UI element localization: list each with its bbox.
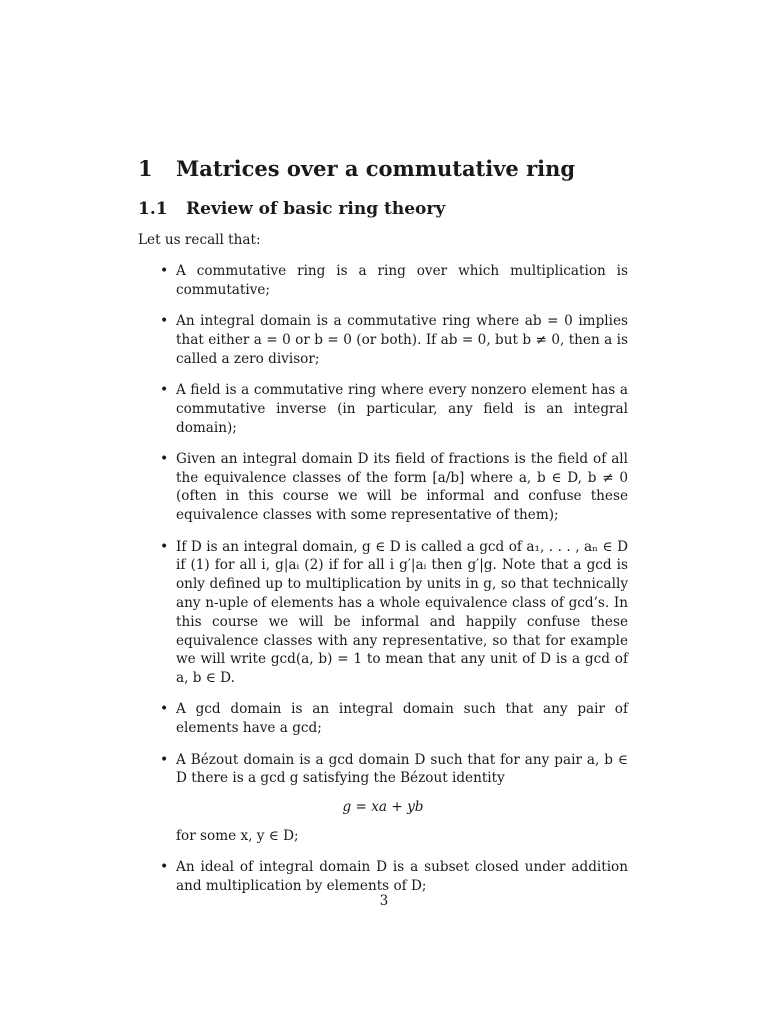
bezout-after-text: for some x, y ∈ D; bbox=[176, 827, 299, 844]
section-title: Matrices over a commutative ring bbox=[176, 156, 576, 181]
list-item-text: An integral domain is a commutative ring where ab = 0 implies that either a = 0 or b = 0 (or both). If ab = 0, but b ≠ 0, then a is called a zero divisor; bbox=[176, 313, 628, 367]
list-item bbox=[138, 381, 628, 437]
list-item-bezout bbox=[138, 751, 628, 846]
subsection-heading bbox=[138, 199, 445, 219]
bullet-icon: • bbox=[160, 751, 169, 768]
bullet-icon: • bbox=[160, 450, 169, 467]
subsection-title: Review of basic ring theory bbox=[186, 199, 446, 219]
list-item bbox=[138, 262, 628, 300]
section-number: 1 bbox=[138, 156, 153, 181]
list-item bbox=[138, 450, 628, 525]
bullet-icon: • bbox=[160, 263, 169, 279]
page-number: 3 bbox=[379, 893, 389, 909]
bullet-icon: • bbox=[160, 381, 169, 398]
bullet-icon: • bbox=[160, 538, 169, 555]
list-item-text: A gcd domain is an integral domain such that any pair of elements have a gcd; bbox=[176, 701, 628, 737]
list-item bbox=[138, 700, 628, 738]
bullet-icon: • bbox=[160, 701, 169, 718]
bezout-equation: g = xa + yb bbox=[342, 799, 424, 816]
bezout-text: A Bézout domain is a gcd domain D such that for any pair a, b ∈ D there is a gcd g satisfying the Bézout identity bbox=[176, 751, 628, 787]
list-item bbox=[138, 312, 628, 368]
list-item-text: Given an integral domain D its field of fractions is the field of all the equivalence classes of the form [a/b] where a, b ∈ D, b ≠ 0 (often in this course we will be informal and confuse these equivalence classes with some representative of them); bbox=[176, 450, 628, 524]
list-item-text: If D is an integral domain, g ∈ D is called a gcd of a₁, . . . , aₙ ∈ D if (1) for all i, g|aᵢ (2) if for all i g′|aᵢ then g′|g. Note that a gcd is only defined up to multiplication by units in g, so that technically any n-uple of elements has a whole equivalence class of gcd’s. In this course we will be informal and happily confuse these equivalence classes with any representative, so that for example we will write gcd(a, b) = 1 to mean that any unit of D is a gcd of a, b ∈ D. bbox=[176, 538, 628, 687]
subsection-number: 1.1 bbox=[138, 199, 168, 219]
list-item-ideal bbox=[138, 858, 628, 896]
bullet-icon: • bbox=[160, 859, 169, 876]
section-heading bbox=[138, 156, 575, 181]
bullet-icon: • bbox=[160, 313, 169, 330]
list-item-text: An ideal of integral domain D is a subset closed under addition and multiplication by elements of D; bbox=[176, 859, 628, 895]
list-item bbox=[138, 538, 628, 688]
list-item-text: A field is a commutative ring where every nonzero element has a commutative inverse (in particular, any field is an integral domain); bbox=[176, 381, 628, 436]
definition-list bbox=[138, 262, 628, 908]
intro-text: Let us recall that: bbox=[138, 232, 261, 248]
list-item-text: A commutative ring is a ring over which multiplication is commutative; bbox=[176, 263, 628, 298]
